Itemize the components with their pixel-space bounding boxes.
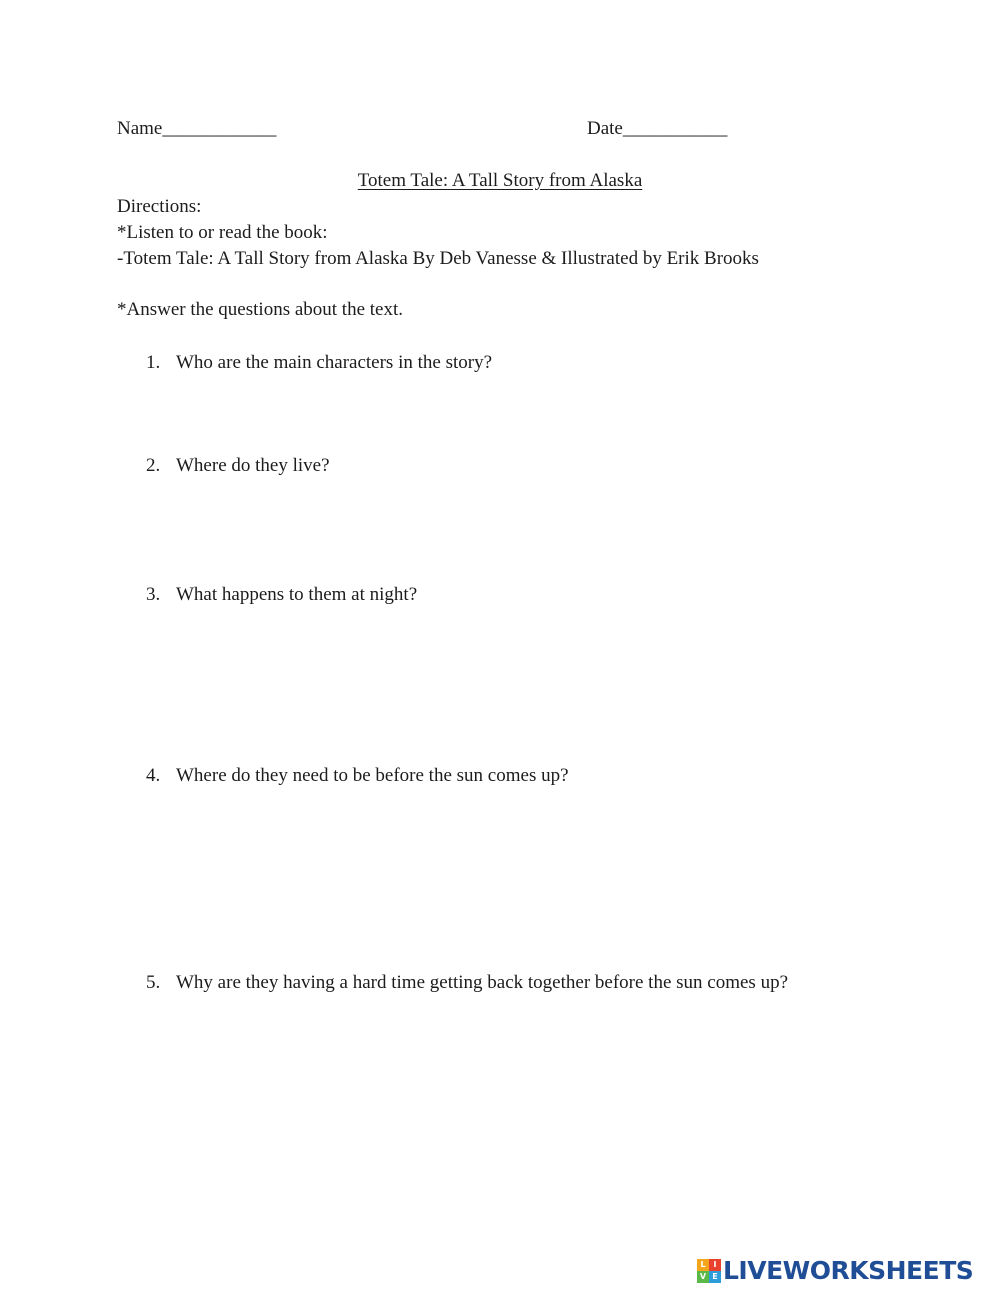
question-item	[146, 764, 569, 788]
logo-block: E	[709, 1271, 721, 1283]
logo-block: I	[709, 1259, 721, 1271]
question-item	[146, 583, 417, 607]
directions-step-listen: *Listen to or read the book:	[117, 222, 328, 243]
logo-block: L	[697, 1259, 709, 1271]
question-text: Who are the main characters in the story?	[176, 352, 492, 373]
logo-text: LIVEWORKSHEETS	[723, 1256, 974, 1285]
question-number: 1.	[146, 352, 161, 373]
question-text: Where do they need to be before the sun comes up?	[176, 765, 569, 786]
question-item	[146, 454, 330, 478]
question-text: Where do they live?	[176, 455, 330, 476]
directions-book-title: -Totem Tale: A Tall Story from Alaska By Deb Vanesse & Illustrated by Erik Brooks	[117, 248, 759, 269]
logo-block: V	[697, 1271, 709, 1283]
date-field-label[interactable]: Date___________	[587, 118, 728, 139]
question-item	[146, 971, 788, 995]
question-number: 2.	[146, 455, 161, 476]
logo-blocks-icon	[697, 1259, 721, 1283]
directions-heading: Directions:	[117, 196, 202, 217]
directions-step-answer: *Answer the questions about the text.	[117, 299, 404, 320]
worksheet-title: Totem Tale: A Tall Story from Alaska	[357, 170, 643, 191]
question-item	[146, 351, 492, 375]
question-text: What happens to them at night?	[176, 584, 418, 605]
question-text: Why are they having a hard time getting back together before the sun comes up?	[176, 972, 788, 993]
question-number: 4.	[146, 765, 161, 786]
question-number: 5.	[146, 972, 161, 993]
question-number: 3.	[146, 584, 161, 605]
name-field-label[interactable]: Name____________	[117, 118, 277, 139]
liveworksheets-logo[interactable]	[697, 1256, 973, 1286]
